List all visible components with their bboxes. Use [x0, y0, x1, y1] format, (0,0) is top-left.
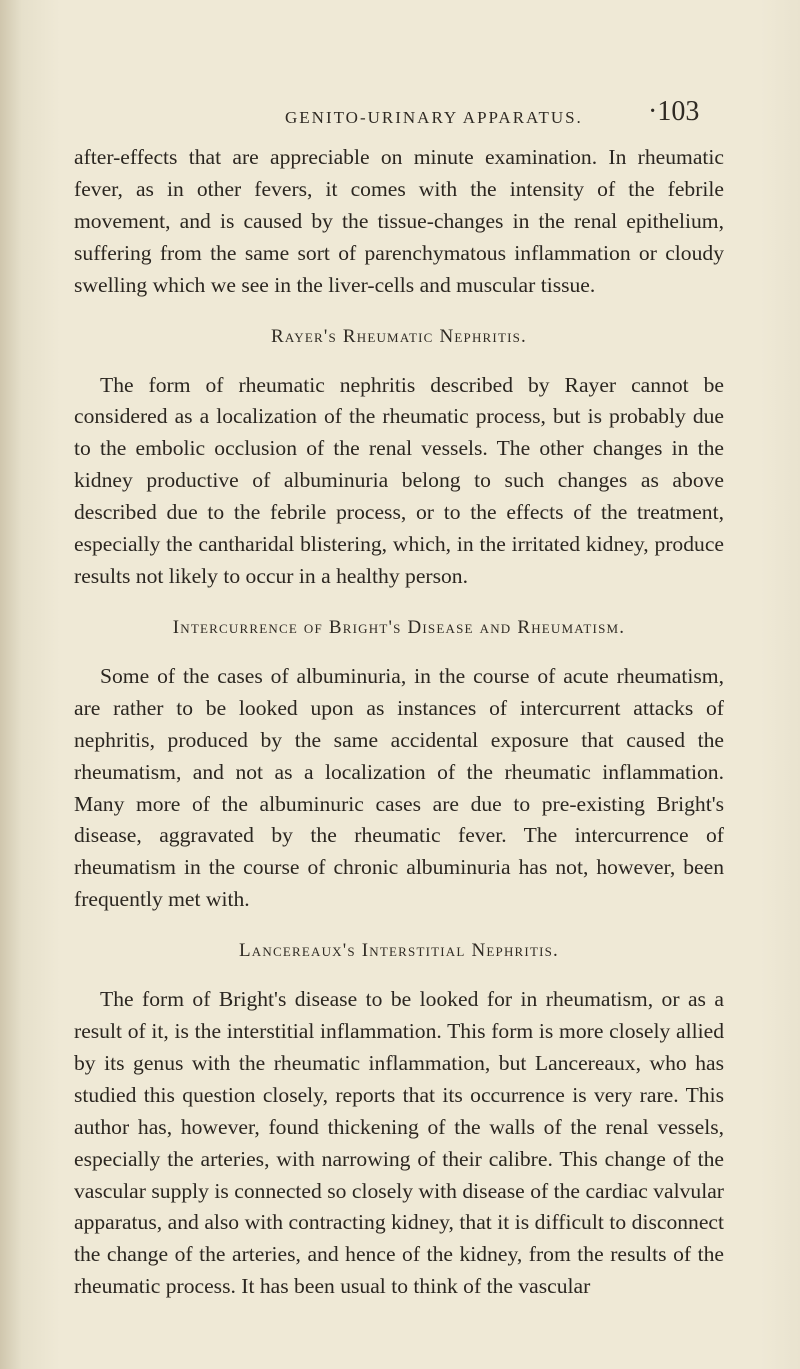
- section-heading: Lancereaux's Interstitial Nephritis.: [238, 940, 560, 962]
- page-number: ·103: [648, 96, 700, 127]
- paragraph: after-effects that are appreciable on minute examination. In rheumatic fever, as in other fevers, it comes with the intensity of the febrile movement, and is caused by the tissue-changes in the renal epithelium, suffering from the same sort of parenchymatous inflammation or cloudy swelling which we see in the liver-cells and muscular tissue.: [74, 145, 724, 297]
- section-heading: Intercurrence of Bright's Disease and Rheumatism.: [172, 616, 626, 638]
- section-heading: Rayer's Rheumatic Nephritis.: [271, 325, 527, 347]
- paragraph: The form of Bright's disease to be looked for in rheumatism, or as a result of it, is the interstitial inflammation. This form is more closely allied by its genus with the rheumatic inflammation, but Lancereaux, who has studied this question closely, reports that its occurrence is very rare. This author has, however, found thickening of the walls of the renal vessels, especially the arteries, with narrowing of their calibre. This change of the vascular supply is connected so closely with disease of the cardiac valvular apparatus, and also with contracting kidney, that it is difficult to disconnect the change of the arteries, and hence of the kidney, from the results of the rheumatic process. It has been usual to think of the vascular: [74, 987, 724, 1299]
- paragraph: The form of rheumatic nephritis described by Rayer cannot be considered as a localization of the rheumatic process, but is probably due to the embolic occlusion of the renal vessels. The other changes in the kidney productive of albuminuria belong to such changes as above described due to the febrile process, or to the effects of the treatment, especially the cantharidal blistering, which, in the irritated kidney, produce results not likely to occur in a healthy person.: [74, 372, 724, 588]
- running-head: GENITO-URINARY APPARATUS.: [285, 108, 583, 127]
- paragraph: Some of the cases of albuminuria, in the course of acute rheumatism, are rather to be looked upon as instances of intercurrent attacks of nephritis, produced by the same accidental exposure that caused the rheumatism, and not as a localization of the rheumatic inflammation. Many more of the albuminuric cases are due to pre-existing Bright's disease, aggravated by the rheumatic fever. The intercurrence of rheumatism in the course of chronic albuminuria has not, however, been frequently met with.: [74, 663, 724, 912]
- body-text: [74, 142, 724, 1303]
